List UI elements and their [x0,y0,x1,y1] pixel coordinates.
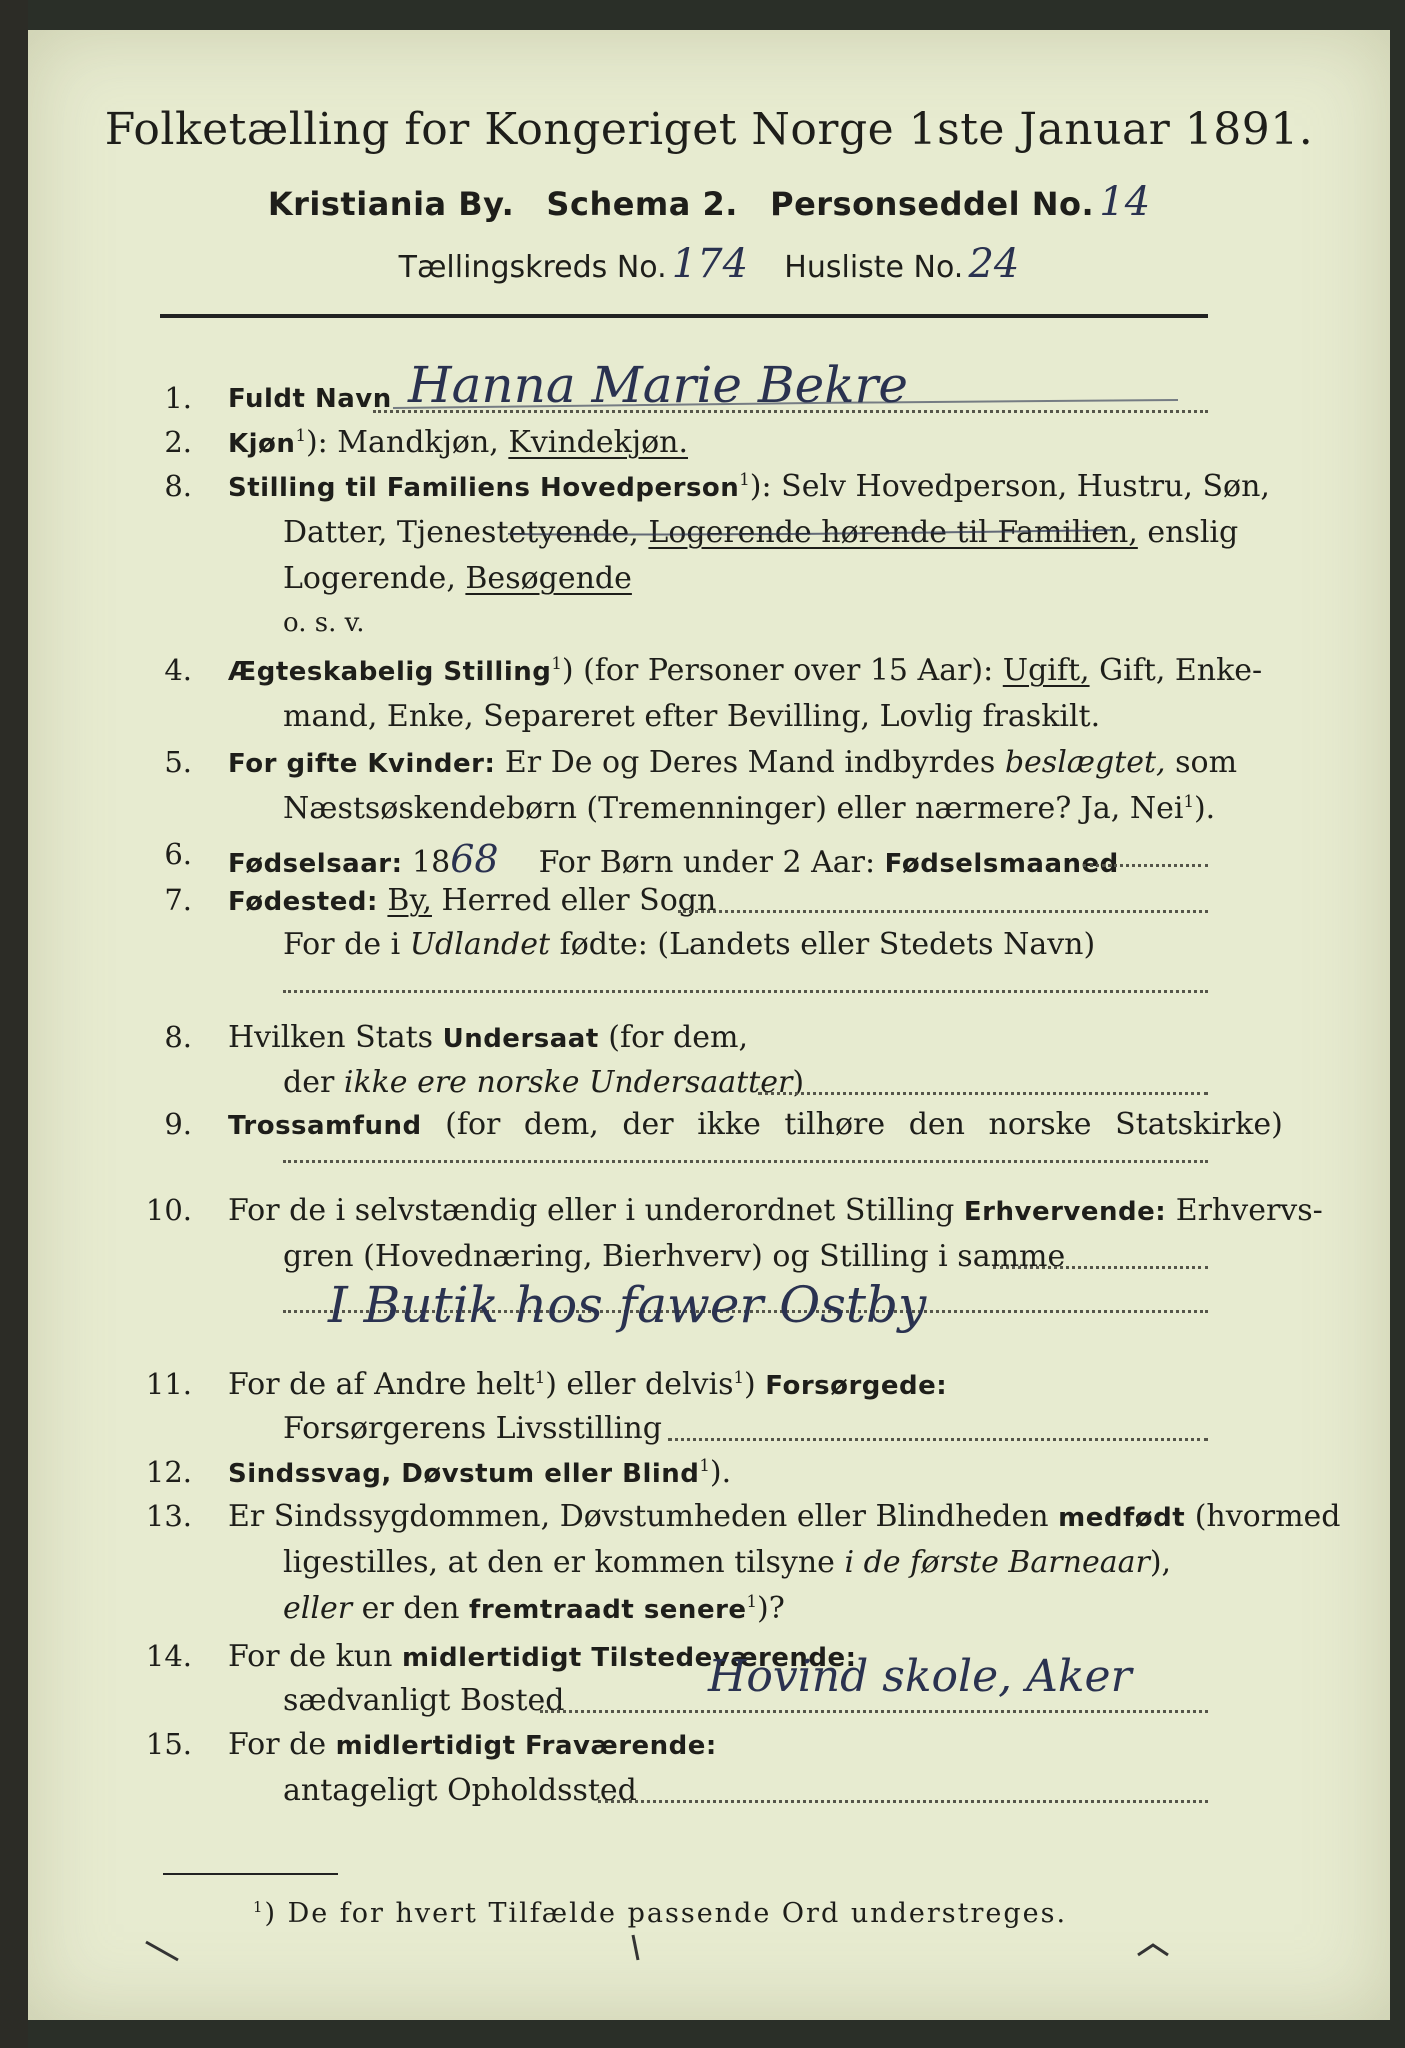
q14-line-2: sædvanligt Bosted [283,1683,565,1718]
q4-selected: Ugift, [1002,653,1090,688]
q7-label: Fødested: [228,887,378,917]
q11-footnote-mark-2: 1 [733,1368,744,1387]
q14-answer: Hovind skole, Aker [708,1651,1132,1702]
q4-number: 4. [164,653,192,687]
q11-text-1b: ) eller delvis [545,1367,734,1402]
q14-number: 14. [145,1639,192,1673]
q9-label: Trossamfund [228,1111,422,1141]
personseddel-number: 14 [1099,179,1151,225]
q6-text: For Børn under 2 Aar: [538,845,885,880]
q10-line-2: gren (Hovednæring, Bierhverv) og Stilling i samme [283,1239,1066,1274]
q2-number: 2. [164,425,192,459]
q8-line-2 [283,1065,805,1100]
q10-answer-line-1 [993,1266,1208,1269]
q8-text-2a: der [283,1065,344,1100]
q4-footnote-mark: 1 [551,654,562,673]
q12-number: 12. [145,1455,192,1489]
q3-besogende: Besøgende [465,561,632,596]
q13-text-2b: i de første Barneaar [844,1545,1150,1580]
q7-options: Herred eller Sogn [431,883,717,918]
q15-answer-line [598,1800,1208,1803]
q13-text-2c: ), [1149,1545,1172,1580]
q10-number: 10. [145,1193,192,1227]
q13-text-1c: (hvormed [1185,1499,1341,1534]
q11-number: 11. [145,1367,192,1401]
q10-answer: I Butik hos fawer Ostby [328,1276,927,1334]
q1-label: Fuldt Navn [228,384,392,414]
q7-text-2a: For de i [283,927,410,962]
q9-line [228,1107,1283,1142]
q12-line [228,1455,732,1490]
q5-line-2 [283,791,1216,826]
q12-label: Sindssvag, Døvstum eller Blind [228,1459,700,1489]
q5-footnote-mark: 1 [1183,792,1194,811]
q3-line-4: o. s. v. [283,608,365,638]
q13-line-1 [228,1499,1341,1534]
footnote-text: ) De for hvert Tilfælde passende Ord understreges. [264,1898,1068,1929]
stray-mark-left [146,1942,178,1960]
schema-label: Schema 2. [546,185,738,223]
footnote [253,1900,1067,1927]
q8-text-2c: ) [792,1065,805,1100]
q13-line-3 [283,1591,785,1626]
census-form [28,30,1390,2020]
q2-footnote-mark: 1 [295,426,306,445]
q1-number: 1. [164,381,192,415]
q13-text-3b: er den [352,1591,470,1626]
q7-text-2c: fødte: (Landets eller Stedets Navn) [550,927,1096,962]
q4-label: Ægteskabelig Stilling [228,657,552,687]
q7-text-2b: Udlandet [409,927,551,962]
q14-label: midlertidigt Tilstedeværende: [401,1643,857,1673]
husliste-number: 24 [968,241,1020,287]
q10-text-1c: Erhvervs- [1166,1193,1323,1228]
form-title: Folketælling for Kongeriget Norge 1ste Januar 1891. [104,104,1314,155]
q13-text-2a: ligestilles, at den er kommen tilsyne [283,1545,845,1580]
q8-answer-line [758,1092,1208,1095]
q6-number: 6. [164,837,192,871]
q10-text-1a: For de i selvstændig eller i underordnet Stilling [228,1193,964,1228]
husliste-label: Husliste No. [784,250,964,285]
q5-number: 5. [164,745,192,779]
q11-text-1c: ) [744,1367,766,1402]
q5-label: For gifte Kvinder: [228,749,496,779]
q4-options-1b: Gift, Enke- [1089,653,1263,688]
q2-options: ): Mandkjøn, [305,425,509,460]
personseddel-label: Personseddel No. [770,185,1095,223]
q5-text-2: Næstsøskendebørn (Tremenninger) eller nærmere? Ja, Nei [283,791,1184,826]
q13-label-2: fremtraadt senere [469,1595,747,1625]
q13-number: 13. [145,1499,192,1533]
q10-label: Erhvervende: [963,1197,1167,1227]
q3-footnote-mark: 1 [739,470,750,489]
q7-number: 7. [164,883,192,917]
q7-line-1 [228,883,717,918]
q4-line-1 [228,653,1263,688]
q3-line-3 [283,561,632,596]
kreds-number: 174 [671,241,749,287]
q11-text-1a: For de af Andre helt [228,1367,535,1402]
q13-line-2 [283,1545,1172,1580]
scan-edge [0,0,28,2048]
header-line-3 [28,241,1390,287]
q7-answer-line-2 [283,990,1208,993]
q3-options-1: ): Selv Hovedperson, Hustru, Søn, [749,469,1270,504]
q6-year: 68 [450,837,499,881]
q2-text [228,425,688,460]
q12-end: ). [709,1455,732,1490]
q9-answer-line [283,1160,1208,1163]
stray-mark-center [633,1935,638,1960]
footnote-divider [163,1873,338,1875]
footnote-mark: 1 [253,1898,265,1916]
kreds-label: Tællingskreds No. [398,250,667,285]
q7-line-2 [283,927,1096,962]
q8-text-1a: Hvilken Stats [228,1020,443,1055]
q3-line-1 [228,469,1270,504]
q6-label-2: Fødselsmaaned [884,849,1119,879]
q12-footnote-mark: 1 [699,1456,710,1475]
q9-number: 9. [164,1107,192,1141]
q7-selected: By, [387,883,432,918]
city-label: Kristiania By. [267,185,515,223]
q3-number: 8. [164,469,192,503]
q13-footnote-mark: 1 [746,1592,758,1611]
q15-label: midlertidigt Fraværende: [335,1731,717,1761]
q10-line-1 [228,1193,1323,1228]
q11-answer-line [668,1438,1208,1441]
q15-text-1a: For de [228,1727,336,1762]
q13-text-3a: eller [283,1591,353,1626]
q6-label: Fødselsaar: [228,849,403,879]
q6-answer-line [1083,864,1208,867]
q3-label: Stilling til Familiens Hovedperson [228,473,740,503]
q2-label: Kjøn [228,429,296,459]
q15-line-2: antageligt Opholdssted [283,1773,637,1808]
q13-label: medfødt [1058,1503,1186,1533]
q1-answer: Hanna Marie Bekre [408,356,909,414]
header-divider [160,314,1208,318]
q14-answer-line [540,1710,1208,1713]
q6-prefix: 18 [402,845,451,880]
q5-line-1 [228,745,1238,780]
q3-selected: Logerende hørende til Familien, [648,515,1138,550]
q8-text-2b: ikke ere norske Undersaatter [343,1065,793,1100]
q4-line-2: mand, Enke, Separeret efter Bevilling, Lovlig fraskilt. [283,699,1101,734]
q3-options-3: Logerende, [283,561,466,596]
q11-line-2: Forsørgerens Livsstilling [283,1411,662,1446]
q5-text-2-end: ). [1193,791,1216,826]
stray-mark-right [1138,1945,1168,1955]
q9-text: (for dem, der ikke tilhøre den norske Statskirke) [421,1107,1283,1142]
q8-number: 8. [164,1020,192,1054]
q3-line-2 [283,515,1239,550]
q3-options-2a: Datter, Tjenestetyende, [283,515,649,550]
q13-end: )? [757,1591,785,1626]
q8-label: Undersaat [442,1024,599,1054]
q5-text-1c: som [1165,745,1238,780]
q15-number: 15. [145,1727,192,1761]
q3-options-2b: enslig [1137,515,1239,550]
q4-options-1a: ) (for Personer over 15 Aar): [561,653,1003,688]
q11-line-1 [228,1367,948,1402]
header-line-2 [28,179,1390,225]
q5-text-1a: Er De og Deres Mand indbyrdes [495,745,1005,780]
q11-footnote-mark-1: 1 [534,1368,546,1387]
q13-text-1a: Er Sindssygdommen, Døvstumheden eller Blindheden [228,1499,1059,1534]
q7-answer-line-1 [678,910,1208,913]
q15-line-1 [228,1727,717,1762]
q8-line-1 [228,1020,748,1055]
q2-selected: Kvindekjøn. [508,425,688,460]
q5-text-1b: beslægtet, [1004,745,1166,780]
q8-text-1c: (for dem, [598,1020,748,1055]
q11-label: Forsørgede: [765,1371,948,1401]
q14-text-1a: For de kun [228,1639,402,1674]
q6-line [228,837,1119,881]
